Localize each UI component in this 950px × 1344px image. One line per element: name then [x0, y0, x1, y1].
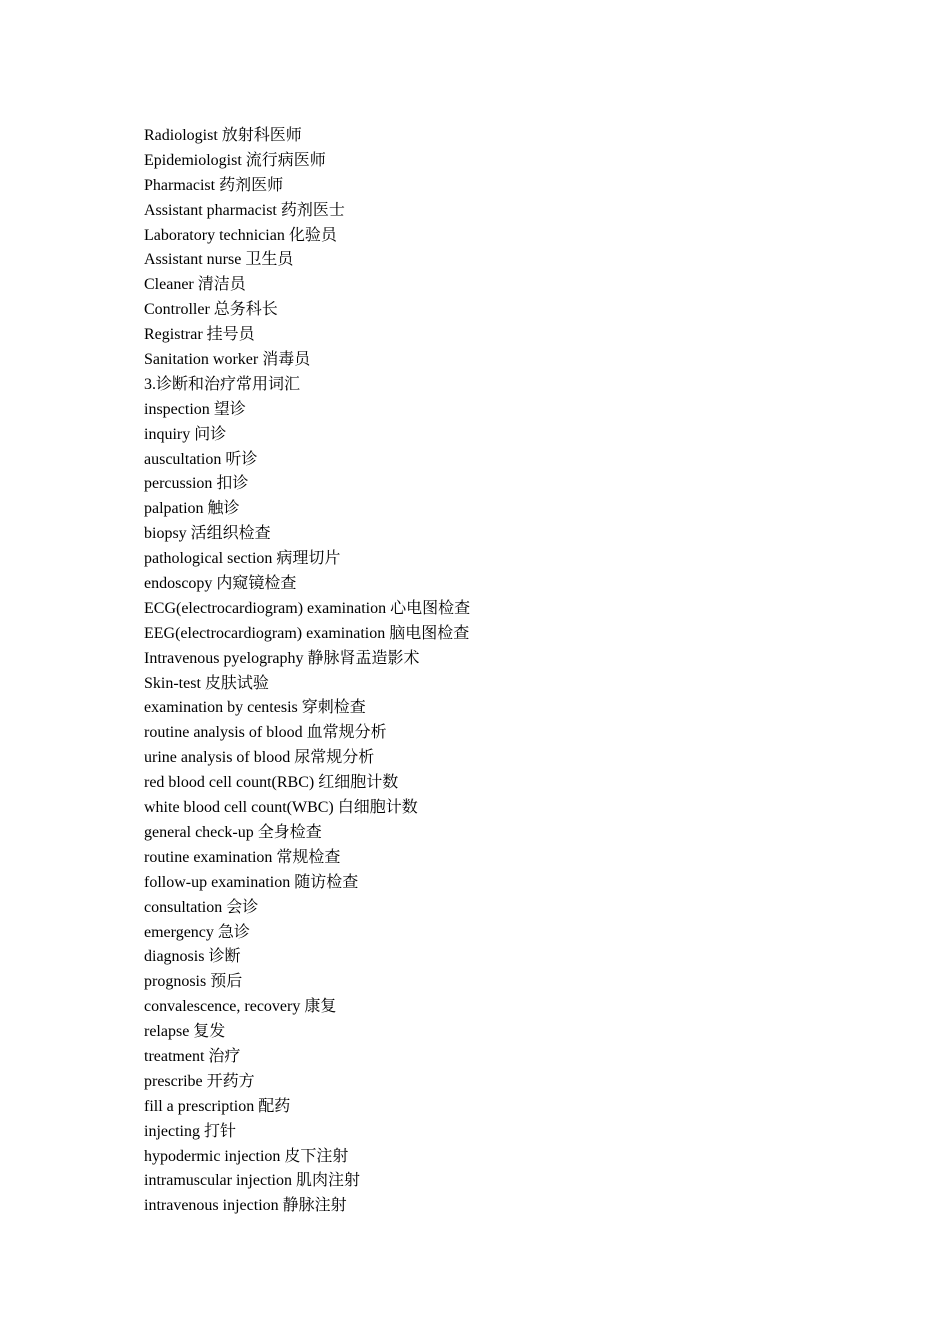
vocab-line: injecting 打针: [144, 1122, 236, 1140]
vocab-line: red blood cell count(RBC) 红细胞计数: [144, 774, 399, 792]
vocab-line: urine analysis of blood 尿常规分析: [144, 749, 375, 767]
vocab-line: relapse 复发: [144, 1023, 226, 1041]
vocab-line: Epidemiologist 流行病医师: [144, 151, 326, 169]
vocab-line: biopsy 活组织检查: [144, 525, 271, 543]
vocab-line: emergency 急诊: [144, 923, 250, 941]
vocab-line: inquiry 问诊: [144, 425, 227, 443]
vocab-line: Cleaner 清洁员: [144, 276, 246, 294]
vocab-line: examination by centesis 穿刺检查: [144, 699, 366, 717]
vocab-line: treatment 治疗: [144, 1047, 241, 1065]
vocab-line: Sanitation worker 消毒员: [144, 351, 311, 369]
vocab-line: Radiologist 放射科医师: [144, 127, 302, 144]
vocab-line: routine analysis of blood 血常规分析: [144, 724, 387, 742]
vocab-line: Laboratory technician 化验员: [144, 226, 337, 244]
vocab-line: Intravenous pyelography 静脉肾盂造影术: [144, 649, 420, 667]
section-heading: 3.诊断和治疗常用词汇: [144, 375, 301, 393]
vocab-line: fill a prescription 配药: [144, 1097, 291, 1115]
vocab-line: follow-up examination 随访检查: [144, 873, 359, 891]
vocab-line: Controller 总务科长: [144, 301, 278, 319]
vocab-line: intramuscular injection 肌肉注射: [144, 1172, 360, 1190]
vocab-line: inspection 望诊: [144, 400, 246, 418]
vocab-line: diagnosis 诊断: [144, 948, 241, 966]
vocab-line: convalescence, recovery 康复: [144, 998, 337, 1016]
vocab-line: Pharmacist 药剂医师: [144, 176, 284, 194]
vocabulary-list: [144, 124, 470, 1219]
vocab-line: Assistant pharmacist 药剂医士: [144, 201, 345, 219]
vocab-line: pathological section 病理切片: [144, 550, 341, 568]
vocab-line: endoscopy 内窥镜检查: [144, 575, 297, 593]
vocab-line: Registrar 挂号员: [144, 326, 255, 344]
vocab-line: prognosis 预后: [144, 973, 243, 991]
vocab-line: percussion 扣诊: [144, 475, 249, 493]
vocab-line: intravenous injection 静脉注射: [144, 1197, 347, 1215]
vocab-line: Skin-test 皮肤试验: [144, 674, 269, 692]
vocab-line: auscultation 听诊: [144, 450, 258, 468]
vocab-line: prescribe 开药方: [144, 1072, 255, 1090]
vocab-line: ECG(electrocardiogram) examination 心电图检查: [144, 599, 471, 617]
vocab-line: EEG(electrocardiogram) examination 脑电图检查: [144, 624, 470, 642]
vocab-line: general check-up 全身检查: [144, 823, 322, 841]
vocab-line: routine examination 常规检查: [144, 848, 341, 866]
vocab-line: consultation 会诊: [144, 898, 259, 916]
vocab-line: white blood cell count(WBC) 白细胞计数: [144, 799, 418, 817]
vocab-line: Assistant nurse 卫生员: [144, 251, 294, 269]
vocab-line: palpation 触诊: [144, 500, 240, 518]
vocab-line: hypodermic injection 皮下注射: [144, 1147, 349, 1165]
